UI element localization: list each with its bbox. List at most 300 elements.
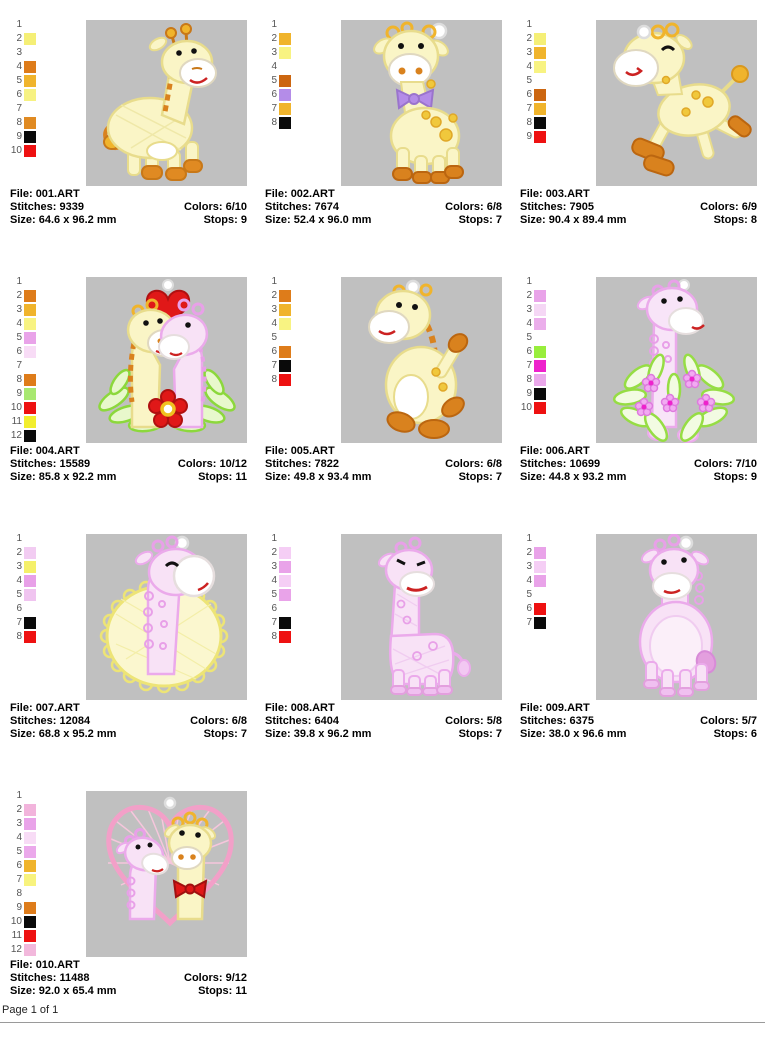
palette-entry [6,929,36,943]
palette-entry [516,303,546,317]
palette-entry [261,303,291,317]
palette-swatch [534,374,546,386]
palette-number: 10 [10,145,22,156]
palette-number: 11 [11,930,22,941]
palette-entry [6,887,36,901]
palette-swatch [279,103,291,115]
file-line: File: 009.ART [520,702,590,714]
palette-swatch [279,19,291,31]
palette-entry [261,317,291,331]
palette-number: 7 [16,617,22,628]
palette-number: 4 [16,318,22,329]
palette-number: 5 [16,589,22,600]
palette-entry [261,588,291,602]
palette-number: 3 [16,304,22,315]
file-line: File: 010.ART [10,959,80,971]
palette-number: 3 [271,561,277,572]
palette-number: 7 [526,360,532,371]
palette-swatch [534,617,546,629]
palette-number: 9 [16,902,22,913]
palette-swatch [534,75,546,87]
palette-swatch [279,561,291,573]
palette-swatch [534,332,546,344]
design-preview [596,534,757,700]
design-info: File: 010.ART Stitches: 11488 Colors: 9/12 Size: 92.0 x 65.4 mm Stops: 11 [10,959,247,997]
palette-number: 4 [271,318,277,329]
palette-swatch [24,888,36,900]
stop-count: 8 [750,214,757,226]
design-info: File: 005.ART Stitches: 7822 Colors: 6/8 Size: 49.8 x 93.4 mm Stops: 7 [265,445,502,483]
palette-entry [261,32,291,46]
design-preview [86,20,247,186]
palette-swatch [279,47,291,59]
design-size: 92.0 x 65.4 mm [38,985,117,997]
palette-number: 8 [526,374,532,385]
palette-number: 3 [526,561,532,572]
design-info: File: 008.ART Stitches: 6404 Colors: 5/8 Size: 39.8 x 96.2 mm Stops: 7 [265,702,502,740]
palette-swatch [24,818,36,830]
palette-swatch [24,33,36,45]
palette-entry [6,429,36,443]
file-name: 004.ART [35,445,80,457]
palette-swatch [279,290,291,302]
palette-swatch [279,117,291,129]
palette-swatch [24,846,36,858]
thread-color-list [6,18,36,158]
palette-number: 6 [526,346,532,357]
palette-entry [6,574,36,588]
palette-entry [6,289,36,303]
palette-swatch [24,416,36,428]
file-name: 003.ART [545,188,590,200]
stop-count: 11 [235,471,247,483]
palette-entry [516,401,546,415]
palette-number: 3 [271,47,277,58]
stop-count: 7 [495,728,502,740]
palette-number: 2 [526,290,532,301]
design-card-003 [510,10,765,267]
palette-number: 4 [16,61,22,72]
palette-number: 4 [271,61,277,72]
palette-number: 6 [16,860,22,871]
stitch-count: 10699 [569,458,601,470]
palette-number: 6 [16,89,22,100]
palette-swatch [534,131,546,143]
palette-number: 6 [16,603,22,614]
palette-swatch [24,533,36,545]
palette-swatch [24,589,36,601]
palette-entry [6,915,36,929]
palette-number: 10 [10,916,22,927]
page-number: Page 1 of 1 [2,1004,59,1016]
palette-entry [516,574,546,588]
palette-number: 4 [526,318,532,329]
palette-swatch [534,402,546,414]
palette-swatch [24,145,36,157]
palette-entry [516,46,546,60]
palette-swatch [24,103,36,115]
palette-number: 4 [16,575,22,586]
palette-entry [516,32,546,46]
palette-entry [261,359,291,373]
palette-number: 3 [526,47,532,58]
file-line: File: 007.ART [10,702,80,714]
palette-entry [261,74,291,88]
palette-swatch [534,276,546,288]
palette-entry [516,331,546,345]
palette-entry [516,18,546,32]
palette-swatch [24,944,36,956]
palette-swatch [24,131,36,143]
palette-swatch [24,290,36,302]
design-card-005 [255,267,510,524]
stitch-count: 7674 [314,201,340,213]
palette-swatch [24,117,36,129]
palette-entry [261,532,291,546]
palette-number: 5 [271,332,277,343]
palette-number: 8 [271,117,277,128]
palette-entry [516,588,546,602]
palette-number: 1 [16,790,22,801]
palette-swatch [534,304,546,316]
palette-swatch [534,290,546,302]
palette-entry [516,317,546,331]
file-line: File: 005.ART [265,445,335,457]
palette-entry [6,616,36,630]
palette-entry [6,803,36,817]
file-line: File: 006.ART [520,445,590,457]
palette-entry [6,415,36,429]
palette-number: 1 [526,276,532,287]
file-name: 006.ART [545,445,590,457]
file-line: File: 003.ART [520,188,590,200]
design-info: File: 006.ART Stitches: 10699 Colors: 7/10 Size: 44.8 x 93.2 mm Stops: 9 [520,445,757,483]
design-card-001 [0,10,255,267]
palette-number: 7 [271,103,277,114]
palette-entry [6,630,36,644]
design-preview [596,20,757,186]
palette-swatch [24,276,36,288]
palette-entry [6,387,36,401]
design-preview [341,277,502,443]
palette-swatch [24,47,36,59]
design-card-009 [510,524,765,781]
palette-number: 8 [526,117,532,128]
palette-swatch [534,103,546,115]
file-line: File: 002.ART [265,188,335,200]
palette-swatch [24,603,36,615]
palette-number: 11 [11,416,22,427]
palette-number: 2 [271,547,277,558]
palette-entry [261,60,291,74]
palette-swatch [279,75,291,87]
palette-entry [516,275,546,289]
palette-number: 5 [16,332,22,343]
palette-number: 6 [526,89,532,100]
palette-swatch [279,304,291,316]
palette-number: 10 [520,402,532,413]
palette-swatch [279,603,291,615]
palette-entry [6,831,36,845]
design-size: 85.8 x 92.2 mm [38,471,117,483]
file-name: 010.ART [35,959,80,971]
palette-number: 9 [16,131,22,142]
palette-entry [6,943,36,957]
palette-number: 2 [526,547,532,558]
palette-swatch [24,61,36,73]
design-size: 49.8 x 93.4 mm [293,471,372,483]
palette-swatch [24,860,36,872]
palette-number: 1 [16,533,22,544]
file-line: File: 004.ART [10,445,80,457]
design-info: File: 001.ART Stitches: 9339 Colors: 6/10 Size: 64.6 x 96.2 mm Stops: 9 [10,188,247,226]
stop-count: 11 [235,985,247,997]
palette-swatch [24,430,36,442]
palette-number: 4 [526,575,532,586]
palette-entry [6,401,36,415]
palette-swatch [24,304,36,316]
palette-swatch [279,360,291,372]
palette-number: 5 [271,75,277,86]
palette-swatch [24,832,36,844]
palette-number: 6 [271,346,277,357]
stop-count: 9 [750,471,757,483]
palette-entry [6,789,36,803]
palette-entry [516,387,546,401]
stop-count: 9 [240,214,247,226]
palette-swatch [24,575,36,587]
palette-number: 6 [271,89,277,100]
palette-number: 6 [16,346,22,357]
palette-swatch [534,47,546,59]
palette-number: 8 [16,374,22,385]
color-count: 6/10 [225,201,247,213]
stitch-count: 15589 [59,458,91,470]
color-count: 6/8 [486,201,502,213]
palette-number: 7 [16,360,22,371]
palette-number: 8 [16,631,22,642]
palette-swatch [24,332,36,344]
palette-number: 4 [16,832,22,843]
palette-entry [516,560,546,574]
palette-number: 5 [271,589,277,600]
palette-swatch [279,346,291,358]
stitch-count: 12084 [59,715,91,727]
palette-entry [261,546,291,560]
palette-entry [6,845,36,859]
palette-entry [261,289,291,303]
palette-number: 1 [526,533,532,544]
palette-entry [516,74,546,88]
design-preview [596,277,757,443]
design-preview [341,20,502,186]
palette-entry [516,359,546,373]
palette-entry [261,275,291,289]
palette-number: 8 [16,888,22,899]
palette-number: 2 [271,290,277,301]
palette-number: 3 [16,818,22,829]
palette-entry [6,102,36,116]
design-preview [341,534,502,700]
palette-swatch [534,318,546,330]
palette-number: 3 [526,304,532,315]
palette-entry [516,345,546,359]
palette-number: 8 [16,117,22,128]
palette-swatch [279,332,291,344]
stop-count: 7 [240,728,247,740]
design-info: File: 002.ART Stitches: 7674 Colors: 6/8 Size: 52.4 x 96.0 mm Stops: 7 [265,188,502,226]
palette-swatch [279,575,291,587]
giraffe-illustration [596,277,757,443]
palette-number: 1 [271,19,277,30]
design-size: 44.8 x 93.2 mm [548,471,627,483]
palette-number: 1 [526,19,532,30]
color-count: 5/7 [741,715,757,727]
palette-number: 2 [271,33,277,44]
design-size: 68.8 x 95.2 mm [38,728,117,740]
palette-swatch [24,402,36,414]
palette-entry [6,144,36,158]
stop-count: 6 [750,728,757,740]
palette-swatch [279,533,291,545]
palette-entry [261,102,291,116]
file-name: 009.ART [545,702,590,714]
palette-entry [6,331,36,345]
palette-swatch [279,617,291,629]
palette-entry [6,275,36,289]
palette-number: 9 [526,131,532,142]
palette-number: 2 [16,290,22,301]
palette-swatch [279,374,291,386]
palette-swatch [24,790,36,802]
thread-color-list [6,789,36,957]
stitch-count: 9339 [59,201,85,213]
thread-color-list [516,532,546,630]
palette-number: 8 [271,631,277,642]
file-name: 007.ART [35,702,80,714]
palette-number: 3 [271,304,277,315]
palette-number: 1 [271,533,277,544]
file-name: 008.ART [290,702,335,714]
palette-number: 5 [526,75,532,86]
palette-number: 9 [526,388,532,399]
palette-entry [261,602,291,616]
palette-entry [516,532,546,546]
palette-swatch [534,346,546,358]
palette-swatch [534,575,546,587]
file-name: 002.ART [290,188,335,200]
palette-entry [516,546,546,560]
palette-entry [516,373,546,387]
palette-number: 8 [271,374,277,385]
giraffe-illustration [86,20,247,186]
design-info: File: 009.ART Stitches: 6375 Colors: 5/7 Size: 38.0 x 96.6 mm Stops: 6 [520,702,757,740]
palette-entry [6,602,36,616]
thread-color-list [516,275,546,415]
giraffe-illustration [86,791,247,957]
palette-entry [6,303,36,317]
stitch-count: 6375 [569,715,595,727]
palette-swatch [279,318,291,330]
palette-swatch [24,561,36,573]
palette-swatch [24,874,36,886]
design-card-008 [255,524,510,781]
palette-swatch [534,33,546,45]
palette-number: 3 [16,561,22,572]
design-info: File: 007.ART Stitches: 12084 Colors: 6/8 Size: 68.8 x 95.2 mm Stops: 7 [10,702,247,740]
giraffe-illustration [86,277,247,443]
design-size: 52.4 x 96.0 mm [293,214,372,226]
palette-swatch [534,360,546,372]
palette-entry [261,331,291,345]
palette-entry [6,46,36,60]
design-card-002 [255,10,510,267]
design-size: 64.6 x 96.2 mm [38,214,117,226]
palette-entry [516,102,546,116]
design-preview [86,277,247,443]
palette-swatch [24,388,36,400]
palette-entry [516,616,546,630]
design-preview [86,534,247,700]
palette-entry [261,560,291,574]
giraffe-illustration [341,277,502,443]
palette-swatch [24,360,36,372]
color-count: 6/8 [486,458,502,470]
palette-swatch [534,561,546,573]
file-name: 001.ART [35,188,80,200]
palette-swatch [24,916,36,928]
palette-entry [261,616,291,630]
palette-entry [6,18,36,32]
file-line: File: 001.ART [10,188,80,200]
palette-number: 5 [16,846,22,857]
palette-number: 1 [16,276,22,287]
thread-color-list [516,18,546,144]
palette-number: 2 [16,547,22,558]
palette-number: 1 [271,276,277,287]
palette-swatch [24,902,36,914]
palette-number: 2 [16,804,22,815]
palette-swatch [279,631,291,643]
palette-number: 4 [271,575,277,586]
palette-entry [261,574,291,588]
palette-entry [6,588,36,602]
palette-swatch [279,61,291,73]
palette-swatch [24,318,36,330]
design-card-010 [0,781,255,1038]
palette-number: 7 [16,103,22,114]
giraffe-illustration [596,534,757,700]
palette-entry [261,88,291,102]
palette-number: 6 [271,603,277,614]
palette-number: 4 [526,61,532,72]
palette-entry [516,88,546,102]
palette-entry [6,873,36,887]
color-count: 9/12 [225,972,247,984]
palette-swatch [24,19,36,31]
palette-number: 2 [526,33,532,44]
palette-number: 9 [16,388,22,399]
palette-number: 2 [16,33,22,44]
palette-swatch [24,547,36,559]
stitch-count: 7905 [569,201,595,213]
palette-number: 6 [526,603,532,614]
stop-count: 7 [495,471,502,483]
stitch-count: 7822 [314,458,340,470]
palette-swatch [24,89,36,101]
palette-swatch [279,33,291,45]
palette-entry [6,317,36,331]
